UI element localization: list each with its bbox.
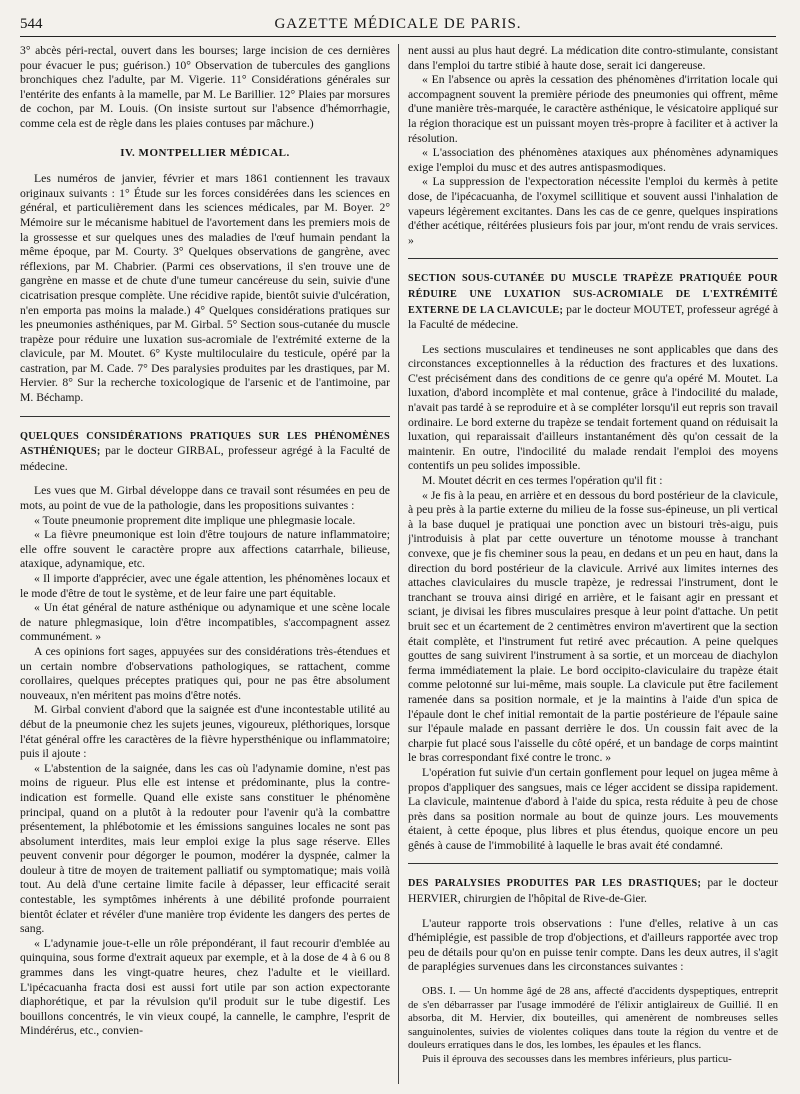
article-title: SECTION SOUS-CUTANÉE DU MUSCLE TRAPÈZE PRATIQUÉE POUR RÉDUIRE UNE LUXATION SUS-ACROMIALE DE L'EXTRÉMITÉ EXTERNE DE LA CLAVICULE; xyxy=(408,273,778,316)
article-heading-girbal xyxy=(20,429,390,475)
paragraph-sections: Les sections musculaires et tendineuses ne sont applicables que dans des circonstances exceptionnelles à la réduction des fractures et des luxations. C'est précisément dans des conditions de ce genre qu'a opéré M. Moutet. La luxation, d'abord incomplète et mal contenue, grâce à l'indocilité du malade, n'avait pas tardé à se reproduire et à se compléter lorsqu'il eut repris son travail ordinaire. Le bord externe du trapèze se tendait fortement quand on réduisait la luxation, qui reparaissait d'ailleurs instantanément dès qu'on cessait de la maintenir. En outre, l'indocilité du malade rendait l'emploi des moyens contentifs un peu solides impossible. xyxy=(408,342,778,473)
paragraph-vues: Les vues que M. Girbal développe dans ce travail sont résumées en peu de mots, au point de vue de la pathologie, dans les propositions suivantes : xyxy=(20,484,390,513)
paragraph-last: Puis il éprouva des secousses dans les membres inférieurs, plus particu- xyxy=(422,1053,732,1065)
paragraph-auteur: L'auteur rapporte trois observations : l'une d'elles, relative à un cas d'hémiplégie, est passible de trop d'objections, et d'ailleurs rapportée avec trop peu de détails pour qu'on en puisse tenir compte. Dans les deux autres, il s'agit de paraplégies survenues dans les circonstances suivantes : xyxy=(408,916,778,974)
paragraph-intro: 3° abcès péri-rectal, ouvert dans les bourses; large incision de ces dernières pour évacuer le pus; guérison.) 10° Observation de tubercules des ganglions bronchiques chez l'adulte, par M. Vigerie. 11° Considérations générales sur l'entérite des enfants à la mamelle, par M. Le Barillier. 12° Plaies par morsures de cochon, par M. Louis. (On insiste surtout sur l'absence d'hémorrhagie, comme cela est de règle dans les plaies contuses par mâchure.) xyxy=(20,44,390,130)
article-byline: par le docteur MOUTET, professeur agrégé à la Faculté de médecine. xyxy=(408,302,778,332)
paragraph-opinions: A ces opinions fort sages, appuyées sur des considérations très-étendues et un certain nombre d'observations pathologiques, se rattachent, comme corollaires, quelques préceptes pratiques qui, pour ne pas être absolument nouveaux, n'en méritent pas moins d'être notés. xyxy=(20,644,390,702)
article-heading-hervier xyxy=(408,876,778,906)
page-number: 544 xyxy=(20,16,43,32)
running-head xyxy=(20,14,776,37)
article-title: QUELQUES CONSIDÉRATIONS PRATIQUES SUR LES PHÉNOMÈNES ASTHÉNIQUES; xyxy=(20,430,390,458)
left-column xyxy=(20,44,390,1086)
paragraph-abstention: « L'abstention de la saignée, dans les cas où l'adynamie domine, n'est pas moins de rigueur. Plus elle est intense et prédominante, plus la contre-indication est formelle. Quand elle existe sans constituer le phénomène principal, quand on a plutôt à la redouter pour l'avenir qu'à la combattre présentement, la phlébotomie et les émissions sanguines locales ne sont pas absolument interdites, mais leur emploi exige la plus sage réserve. Elles peuvent convenir pour dégorger le poumon, modérer la dyspnée, calmer la douleur à titre de moyen de traitement palliatif ou symptomatique; mais voilà tout. Au delà d'une certaine limite facile à dépasser, leur efficacité serait contestable, les symptômes inhérents à une débilité profonde pourraient bientôt éclater et révéler d'une manière trop évidente les dangers des pertes de sang. xyxy=(20,761,390,936)
article-byline: par le docteur GIRBAL, professeur agrégé à la Faculté de médecine. xyxy=(20,444,390,473)
paragraph-association: « L'association des phénomènes ataxiques aux phénomènes adynamiques exige l'emploi du musc et des autres antispasmodiques. xyxy=(408,146,778,174)
paragraph-quote-3: « Il importe d'apprécier, avec une égale attention, les phénomènes locaux et le mode d'être de tout le système, et de leur faire une part équitable. xyxy=(20,572,390,600)
journal-title: GAZETTE MÉDICALE DE PARIS. xyxy=(274,16,522,32)
paragraph-absence: « En l'absence ou après la cessation des phénomènes d'irritation locale qui accompagnent souvent la première période des pneumonies qui offrent, même d'une manière très-marquée, le caractère asthénique, le vésicatoire appliqué sur la région thoracique est un puissant moyen très-propre à faciliter et à activer la résolution. xyxy=(408,73,778,145)
paragraph-quote-1: « Toute pneumonie proprement dite implique une phlegmasie locale. xyxy=(34,513,356,527)
separator-rule xyxy=(408,863,778,864)
paragraph-suppression: « La suppression de l'expectoration nécessite l'emploi du kermès à petite dose, de l'ipécacuanha, de l'oxymel scillitique et souvent aussi l'inhalation de vapeurs légèrement excitantes. Dans les cas de ce genre, quelques inspirations d'éther acétique, réitérées plusieurs fois par jour, m'ont rendu de vrais services. » xyxy=(408,175,778,247)
paragraph-continued: nent aussi au plus haut degré. La médication dite contro-stimulante, consistant dans l'emploi du tartre stibié à haute dose, serait ici dangereuse. xyxy=(408,44,778,72)
paragraph-montpellier: Les numéros de janvier, février et mars 1861 contiennent les travaux originaux suivants : 1° Étude sur les forces considérées dans les sciences en général, et particulièrement dans les sciences médicales, par M. Boyer. 2° Mémoire sur le mécanisme habituel de l'avortement dans les premiers mois de la grossesse et sur quelques unes des maladies de l'œuf humain pendant la même époque, par M. Courty. 3° Quelques observations de gangrène, avec réflexions, par M. Chabrier. (Parmi ces observations, il s'en trouve une de gangrène en masse et de chute d'une tumeur cancéreuse du sein, suivie d'une cicatrisation presque complète. Une récidive rapide, bientôt suivie d'ulcération, n'en emporta pas moins la malade.) 4° Quelques considérations pratiques sur les pneumonies asthéniques, par M. Girbal. 5° Section sous-cutanée du muscle trapèze pour réduire une luxation sus-acromiale de l'extrémité externe de la clavicule, par M. Moutet. 6° Kyste multiloculaire du testicule, opéré par la castration, par M. Cade. 7° Des paralysies produites par les drastiques, par M. Hervier. 8° Sur la recherche toxicologique de l'arsenic et de l'antimoine, par M. Béchamp. xyxy=(20,172,390,405)
paragraph-quote-4: « Un état général de nature asthénique ou adynamique et une scène locale de nature phlegmasique, loin d'être incompatibles, s'accompagnent assez communément. » xyxy=(20,601,390,644)
paragraph-decrit: M. Moutet décrit en ces termes l'opération qu'il fit : xyxy=(422,474,663,488)
paragraph-adynamie: « L'adynamie joue-t-elle un rôle prépondérant, il faut recourir d'emblée au quinquina, sous forme d'extrait aqueux par exemple, et à la dose de 4 à 6 ou 8 grammes dans les vingt-quatre heures, chez l'adulte et le vieillard. L'ipécacuanha fracta dosi est aussi fort utile par son action expectorante diaphorétique, et par la révulsion qu'il produit sur le tube digestif. Les bouillons concentrés, le vin vieux coupé, la cannelle, le camphre, l'esprit de Mindérérus, etc., convien- xyxy=(20,936,390,1038)
paragraph-peau: « Je fis à la peau, en arrière et en dessous du bord postérieur de la clavicule, à peu près à la partie externe du milieu de la fosse sus-épineuse, un pli vertical à la base duquel je pratiquai une ponction avec un bistouri très-aigu, puis j'introduisis à plat par cette ouverture un ténotome mousse à tranchant convexe, que je fis cheminer sous la peau, en dedans et un peu en haut, dans la direction du bord postérieur de la clavicule. Arrivé aux limites internes des attaches claviculaires du muscle trapèze, je redressai l'instrument, dont le tranchant se trouva ainsi dirigé en arrière, et le faisant agir en pressant et sciant, je divisai les fibres musculaires presque à leur point d'attache. Un petit bruit sec et un écartement de 2 centimètres environ m'avertirent que la section était complète, et l'instrument fut retiré avec précaution. A peine quelques gouttes de sang suivirent l'instrument à sa sortie, et un morceau de diachylon ferma immédiatement la plaie. Le bord occipito-claviculaire du trapèze était comme pelotonné sur lui-même, mais souple. La clavicule put être facilement ramenée dans sa position normale, et je la maintins à l'aide d'un spica de l'épaule dont le chef initial remontait de la partie postérieure de l'épaule saine sur l'épaule malade en passant derrière le dos. Un coussin fait avec de la charpie fut placé sous l'aisselle du côté opéré, et un bandage de corps maintint le bras correspondant fixé contre le tronc. » xyxy=(408,488,778,765)
column-divider xyxy=(398,44,399,1084)
paragraph-saignee: M. Girbal convient d'abord que la saignée est d'une incontestable utilité au début de la pneumonie chez les sujets jeunes, vigoureux, pléthoriques, lorsque l'état général offre les caractères de la fièvre hypersthénique ou inflammatoire; puis il ajoute : xyxy=(20,703,390,761)
article-heading-moutet xyxy=(408,271,778,332)
separator-rule xyxy=(20,416,390,417)
article-title: DES PARALYSIES PRODUITES PAR LES DRASTIQUES; xyxy=(408,878,702,890)
paragraph-observation: OBS. I. — Un homme âgé de 28 ans, affecté d'accidents dyspeptiques, entreprit de s'en débarrasser par l'usage immodéré de l'élixir antiglaireux de Guillié. Il en absorba, dit M. Hervier, dix bouteilles, qui amenèrent de nombreuses selles sanguinolentes, suivies de violentes coliques dans toute la région du ventre et de douleurs erratiques dans le dos, les lombes, les épaules et les flancs. xyxy=(408,985,778,1052)
right-column xyxy=(408,44,778,1086)
article-byline: par le docteur HERVIER, chirurgien de l'hôpital de Rive-de-Gier. xyxy=(408,876,778,906)
separator-rule xyxy=(408,258,778,259)
paragraph-operation: L'opération fut suivie d'un certain gonflement pour lequel on jugea même à propos d'appliquer des sangsues, mais ce léger accident se dissipa rapidement. La clavicule, maintenue d'abord à l'aide du spica, resta réduite à peu de chose près dans sa position normale au bout de quinze jours. Les mouvements étaient, à cette époque, plus libres et plus étendus, quoique encore un peu gênés à cause de l'immobilité à laquelle le bras avait été condamné. xyxy=(408,765,778,852)
spacer xyxy=(408,975,778,985)
paragraph-quote-2: « La fièvre pneumonique est loin d'être toujours de nature inflammatoire; elle offre souvent le caractère propre aux affections catarrhale, bilieuse, ataxique, adynamique, etc. xyxy=(20,528,390,571)
section-title: IV. MONTPELLIER MÉDICAL. xyxy=(120,146,290,159)
